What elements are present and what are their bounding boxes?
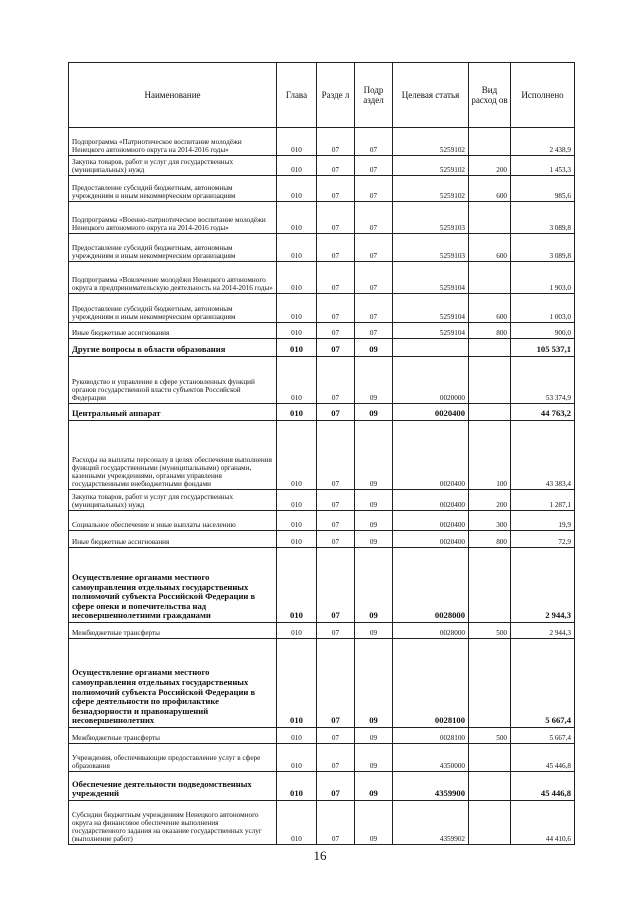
cell-vid: 600: [469, 234, 511, 262]
cell-podrazdel: 07: [355, 294, 393, 323]
cell-razdel: 07: [317, 262, 355, 294]
table-row: [69, 262, 575, 294]
cell-glava: 010: [277, 156, 317, 176]
header-statya: Целевая статья: [393, 63, 469, 128]
cell-podrazdel: 09: [355, 511, 393, 531]
cell-statya: 0028100: [393, 728, 469, 744]
table-row: [69, 176, 575, 202]
page-number: 16: [313, 848, 327, 863]
cell-podrazdel: 09: [355, 490, 393, 511]
cell-statya: 4359902: [393, 801, 469, 845]
header-name: Наименование: [69, 63, 277, 128]
cell-vid: 100: [469, 421, 511, 490]
cell-vid: [469, 357, 511, 404]
cell-vid: [469, 262, 511, 294]
cell-name: Расходы на выплаты персоналу в целях обеспечения выполнения функций государственными (муниципальными) органами, казенными учреждениями, органами управления государственными внебюджетными фондами: [69, 421, 277, 490]
cell-glava: 010: [277, 404, 317, 421]
cell-glava: 010: [277, 323, 317, 339]
cell-ispolneno: 3 089,8: [511, 202, 575, 234]
cell-razdel: 07: [317, 772, 355, 801]
table-row: [69, 511, 575, 531]
cell-vid: 200: [469, 490, 511, 511]
cell-ispolneno: 900,0: [511, 323, 575, 339]
table-row: [69, 323, 575, 339]
cell-razdel: 07: [317, 294, 355, 323]
cell-razdel: 07: [317, 511, 355, 531]
table-row: [69, 531, 575, 548]
cell-podrazdel: 09: [355, 531, 393, 548]
table-row: [69, 744, 575, 772]
cell-razdel: 07: [317, 128, 355, 156]
cell-razdel: 07: [317, 357, 355, 404]
cell-statya: 0028000: [393, 548, 469, 623]
cell-name: Предоставление субсидий бюджетным, автономным учреждениям и иным некоммерческим организациям: [69, 294, 277, 323]
cell-ispolneno: 5 667,4: [511, 728, 575, 744]
cell-vid: [469, 128, 511, 156]
cell-razdel: 07: [317, 490, 355, 511]
cell-name: Осуществление органами местного самоуправления отдельных государственных полномочий субъекта Российской Федерации в сфере деятельности по профилактике безнадзорности и правонарушений несовершеннолетних: [69, 639, 277, 728]
cell-name: Предоставление субсидий бюджетным, автономным учреждениям и иным некоммерческим организациям: [69, 176, 277, 202]
cell-podrazdel: 07: [355, 176, 393, 202]
cell-ispolneno: 1 903,0: [511, 262, 575, 294]
header-glava: Глава: [277, 63, 317, 128]
cell-ispolneno: 5 667,4: [511, 639, 575, 728]
table-row: [69, 156, 575, 176]
cell-vid: 500: [469, 623, 511, 639]
cell-podrazdel: 09: [355, 639, 393, 728]
cell-vid: [469, 744, 511, 772]
cell-glava: 010: [277, 639, 317, 728]
cell-name: Осуществление органами местного самоуправления отдельных государственных полномочий субъекта Российской Федерации в сфере опеки и попечительства над несовершеннолетними гражданами: [69, 548, 277, 623]
table-row: [69, 801, 575, 845]
cell-name: Учреждения, обеспечивающие предоставление услуг в сфере образования: [69, 744, 277, 772]
cell-podrazdel: 07: [355, 262, 393, 294]
cell-razdel: 07: [317, 548, 355, 623]
cell-ispolneno: 72,9: [511, 531, 575, 548]
cell-glava: 010: [277, 801, 317, 845]
cell-glava: 010: [277, 548, 317, 623]
cell-vid: [469, 639, 511, 728]
cell-razdel: 07: [317, 202, 355, 234]
cell-ispolneno: 45 446,8: [511, 744, 575, 772]
budget-table: [68, 62, 575, 845]
cell-glava: 010: [277, 728, 317, 744]
cell-vid: [469, 548, 511, 623]
cell-ispolneno: 3 089,8: [511, 234, 575, 262]
cell-glava: 010: [277, 262, 317, 294]
cell-podrazdel: 09: [355, 728, 393, 744]
table-row: [69, 357, 575, 404]
cell-podrazdel: 07: [355, 323, 393, 339]
cell-razdel: 07: [317, 744, 355, 772]
cell-ispolneno: 1 287,1: [511, 490, 575, 511]
cell-vid: [469, 801, 511, 845]
cell-ispolneno: 1 003,0: [511, 294, 575, 323]
header-razdel: Разде л: [317, 63, 355, 128]
cell-statya: 5259102: [393, 176, 469, 202]
cell-statya: 0020400: [393, 490, 469, 511]
cell-name: Подпрограмма «Военно-патриотическое воспитание молодёжи Ненецкого автономного округа на 2014-2016 годы»: [69, 202, 277, 234]
cell-statya: 5259103: [393, 202, 469, 234]
cell-ispolneno: 19,9: [511, 511, 575, 531]
cell-razdel: 07: [317, 801, 355, 845]
cell-podrazdel: 07: [355, 234, 393, 262]
cell-statya: 5259104: [393, 262, 469, 294]
table-row: [69, 728, 575, 744]
cell-statya: 0028000: [393, 623, 469, 639]
cell-name: Другие вопросы в области образования: [69, 339, 277, 357]
cell-razdel: 07: [317, 421, 355, 490]
cell-vid: [469, 339, 511, 357]
cell-podrazdel: 09: [355, 623, 393, 639]
cell-name: Иные бюджетные ассигнования: [69, 323, 277, 339]
cell-name: Закупка товаров, работ и услуг для государственных (муниципальных) нужд: [69, 156, 277, 176]
cell-glava: 010: [277, 234, 317, 262]
cell-name: Подпрограмма «Вовлечение молодёжи Ненецкого автономного округа в предпринимательскую деятельность на 2014-2016 годы»: [69, 262, 277, 294]
cell-ispolneno: 2 944,3: [511, 623, 575, 639]
cell-statya: 0020400: [393, 421, 469, 490]
cell-glava: 010: [277, 421, 317, 490]
cell-glava: 010: [277, 511, 317, 531]
cell-glava: 010: [277, 623, 317, 639]
cell-name: Закупка товаров, работ и услуг для государственных (муниципальных) нужд: [69, 490, 277, 511]
cell-name: Руководство и управление в сфере установленных функций органов государственной власти субъектов Российской Федерации: [69, 357, 277, 404]
cell-razdel: 07: [317, 176, 355, 202]
cell-vid: 800: [469, 323, 511, 339]
cell-statya: 0020000: [393, 357, 469, 404]
cell-name: Субсидии бюджетным учреждениям Ненецкого автономного округа на финансовое обеспечение выполнения государственного задания на оказание государственных услуг (выполнение работ): [69, 801, 277, 845]
cell-ispolneno: 43 383,4: [511, 421, 575, 490]
cell-razdel: 07: [317, 639, 355, 728]
cell-glava: 010: [277, 128, 317, 156]
cell-statya: 4350000: [393, 744, 469, 772]
cell-podrazdel: 09: [355, 772, 393, 801]
cell-ispolneno: 2 438,9: [511, 128, 575, 156]
cell-statya: 4359900: [393, 772, 469, 801]
cell-glava: 010: [277, 490, 317, 511]
cell-ispolneno: 1 453,3: [511, 156, 575, 176]
table-body: [69, 128, 575, 845]
cell-statya: 5259104: [393, 294, 469, 323]
cell-ispolneno: 105 537,1: [511, 339, 575, 357]
cell-vid: 600: [469, 294, 511, 323]
cell-glava: 010: [277, 176, 317, 202]
cell-podrazdel: 09: [355, 744, 393, 772]
cell-name: Межбюджетные трансферты: [69, 623, 277, 639]
cell-podrazdel: 09: [355, 421, 393, 490]
cell-podrazdel: 07: [355, 156, 393, 176]
cell-vid: 200: [469, 156, 511, 176]
cell-ispolneno: 45 446,8: [511, 772, 575, 801]
table-row: [69, 548, 575, 623]
cell-ispolneno: 44 763,2: [511, 404, 575, 421]
cell-podrazdel: 09: [355, 801, 393, 845]
cell-name: Предоставление субсидий бюджетным, автономным учреждениям и иным некоммерческим организациям: [69, 234, 277, 262]
cell-glava: 010: [277, 357, 317, 404]
table-row: [69, 202, 575, 234]
table-row: [69, 490, 575, 511]
cell-statya: 0028100: [393, 639, 469, 728]
header-vid: Вид расход ов: [469, 63, 511, 128]
cell-podrazdel: 09: [355, 548, 393, 623]
cell-vid: [469, 202, 511, 234]
cell-ispolneno: 44 410,6: [511, 801, 575, 845]
cell-razdel: 07: [317, 156, 355, 176]
cell-razdel: 07: [317, 234, 355, 262]
table-row: [69, 404, 575, 421]
cell-glava: 010: [277, 294, 317, 323]
cell-name: Иные бюджетные ассигнования: [69, 531, 277, 548]
table-row: [69, 623, 575, 639]
table-row: [69, 639, 575, 728]
cell-glava: 010: [277, 202, 317, 234]
cell-podrazdel: 09: [355, 357, 393, 404]
cell-statya: 0020400: [393, 511, 469, 531]
cell-razdel: 07: [317, 339, 355, 357]
cell-podrazdel: 09: [355, 404, 393, 421]
cell-name: Центральный аппарат: [69, 404, 277, 421]
table-row: [69, 421, 575, 490]
table-header-row: [69, 63, 575, 128]
cell-razdel: 07: [317, 404, 355, 421]
table-row: [69, 128, 575, 156]
cell-razdel: 07: [317, 728, 355, 744]
cell-glava: 010: [277, 339, 317, 357]
cell-razdel: 07: [317, 623, 355, 639]
header-ispolneno: Исполнено: [511, 63, 575, 128]
cell-podrazdel: 07: [355, 202, 393, 234]
cell-glava: 010: [277, 744, 317, 772]
cell-ispolneno: 2 944,3: [511, 548, 575, 623]
cell-name: Социальное обеспечение и иные выплаты населению: [69, 511, 277, 531]
cell-vid: 500: [469, 728, 511, 744]
cell-name: Межбюджетные трансферты: [69, 728, 277, 744]
table-row: [69, 234, 575, 262]
cell-podrazdel: 09: [355, 339, 393, 357]
cell-ispolneno: 53 374,9: [511, 357, 575, 404]
cell-vid: [469, 404, 511, 421]
cell-name: Обеспечение деятельности подведомственных учреждений: [69, 772, 277, 801]
cell-vid: 300: [469, 511, 511, 531]
cell-statya: 5259102: [393, 128, 469, 156]
cell-statya: [393, 339, 469, 357]
cell-name: Подпрограмма «Патриотическое воспитание молодёжи Ненецкого автономного округа на 2014-2016 годы»: [69, 128, 277, 156]
cell-glava: 010: [277, 772, 317, 801]
table-row: [69, 772, 575, 801]
cell-razdel: 07: [317, 323, 355, 339]
cell-statya: 0020400: [393, 404, 469, 421]
table-row: [69, 294, 575, 323]
cell-statya: 5259102: [393, 156, 469, 176]
cell-podrazdel: 07: [355, 128, 393, 156]
cell-statya: 0020400: [393, 531, 469, 548]
cell-ispolneno: 985,6: [511, 176, 575, 202]
cell-statya: 5259103: [393, 234, 469, 262]
cell-razdel: 07: [317, 531, 355, 548]
header-podrazdel: Подр аздел: [355, 63, 393, 128]
cell-vid: 600: [469, 176, 511, 202]
cell-vid: [469, 772, 511, 801]
cell-glava: 010: [277, 531, 317, 548]
table-row: [69, 339, 575, 357]
cell-statya: 5259104: [393, 323, 469, 339]
cell-vid: 800: [469, 531, 511, 548]
